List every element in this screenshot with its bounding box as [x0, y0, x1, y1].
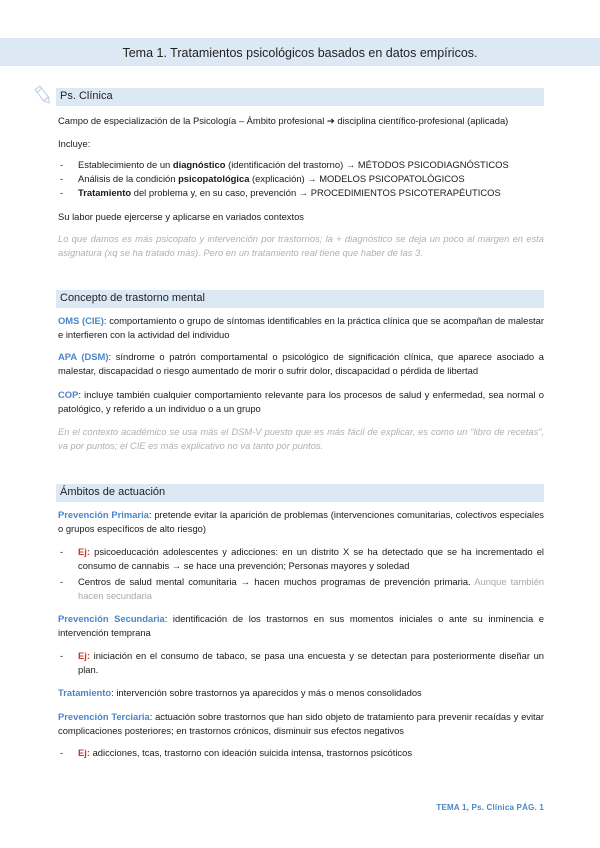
definition-apa: APA (DSM): síndrome o patrón comportamental o psicológico de significación clínica, que aparece asociado a malestar, discapacidad o riesgo aumentado de morir o sufrir dolor, discapacidad o pérdida de libertad — [58, 351, 544, 376]
definition-oms: OMS (CIE): comportamiento o grupo de síntomas identificables en la práctica clínica que se acompañan de malestar e interfieren con la actividad del individuo — [58, 315, 544, 340]
list-item: - Análisis de la condición psicopatológica (explicación) → MODELOS PSICOPATOLÓGICOS — [60, 173, 465, 184]
list-item: - Ej: psicoeducación adolescentes y adicciones: en un distrito X se ha detectado que se ha incrementado el consumo de cannabis → se hace una prevención; Personas mayores y soledad — [60, 546, 544, 571]
page-footer: TEMA 1, Ps. Clínica PÁG. 1 — [436, 803, 544, 812]
section-heading-ambitos: Ámbitos de actuación — [56, 484, 544, 502]
section-heading-ps-clinica: Ps. Clínica — [56, 88, 544, 106]
definition-cop: COP: incluye también cualquier comportamiento relevante para los procesos de salud y enfermedad, sea normal o patológico, y referido a un individuo o a un grupo — [58, 389, 544, 414]
pencil-icon — [34, 84, 52, 106]
prevencion-secundaria: Prevención Secundaria: identificación de los trastornos en sus momentos iniciales o ante su inminencia e intervención temprana — [58, 613, 544, 638]
list-item: - Establecimiento de un diagnóstico (identificación del trastorno) → MÉTODOS PSICODIAGNÓSTICOS — [60, 159, 509, 170]
section-heading-trastorno-mental: Concepto de trastorno mental — [56, 290, 544, 308]
contexts-text: Su labor puede ejercerse y aplicarse en variados contextos — [58, 211, 304, 222]
ps-clinica-definition: Campo de especialización de la Psicología – Ámbito profesional ➔ disciplina científico-profesional (aplicada) — [58, 115, 509, 126]
prevencion-primaria: Prevención Primaria: pretende evitar la aparición de problemas (intervenciones comunitarias, colectivos especiales o grupos específicos de alto riesgo) — [58, 509, 544, 534]
prevencion-terciaria: Prevención Terciaria: actuación sobre trastornos que han sido objeto de tratamiento para prevenir recaídas y evitar complicaciones posteriores; en trastornos crónicos, disminuir sus efectos negativos — [58, 711, 544, 736]
tratamiento: Tratamiento: intervención sobre trastornos ya aparecidos y más o menos consolidados — [58, 687, 422, 698]
page-title: Tema 1. Tratamientos psicológicos basados en datos empíricos. — [122, 46, 478, 60]
list-item: - Tratamiento del problema y, en su caso, prevención → PROCEDIMIENTOS PSICOTERAPÉUTICOS — [60, 187, 501, 198]
list-item: - Ej: adicciones, tcas, trastorno con ideación suicida intensa, trastornos psicóticos — [60, 747, 413, 758]
trastorno-note: En el contexto académico se usa más el DSM-V puesto que es más fácil de explicar, es como un “libro de recetas”, va por puntos; el CIE es más explicativo no va tanto por puntos. — [58, 426, 544, 451]
ps-clinica-note: Lo que damos es más psicopato y intervención por trastornos; la + diagnóstico se deja un poco al margen en esta asignatura (xq se ha tratado más). Pero en un tratamiento real tiene que haber de las 3. — [58, 233, 544, 258]
list-item: - Centros de salud mental comunitaria → hacen muchos programas de prevención primaria. Aunque también hacen secundaria — [60, 576, 544, 601]
page-header-bar — [0, 38, 600, 66]
includes-label: Incluye: — [58, 138, 91, 149]
list-item: - Ej: iniciación en el consumo de tabaco, se pasa una encuesta y se detectan para posteriormente diseñar un plan. — [60, 650, 544, 675]
